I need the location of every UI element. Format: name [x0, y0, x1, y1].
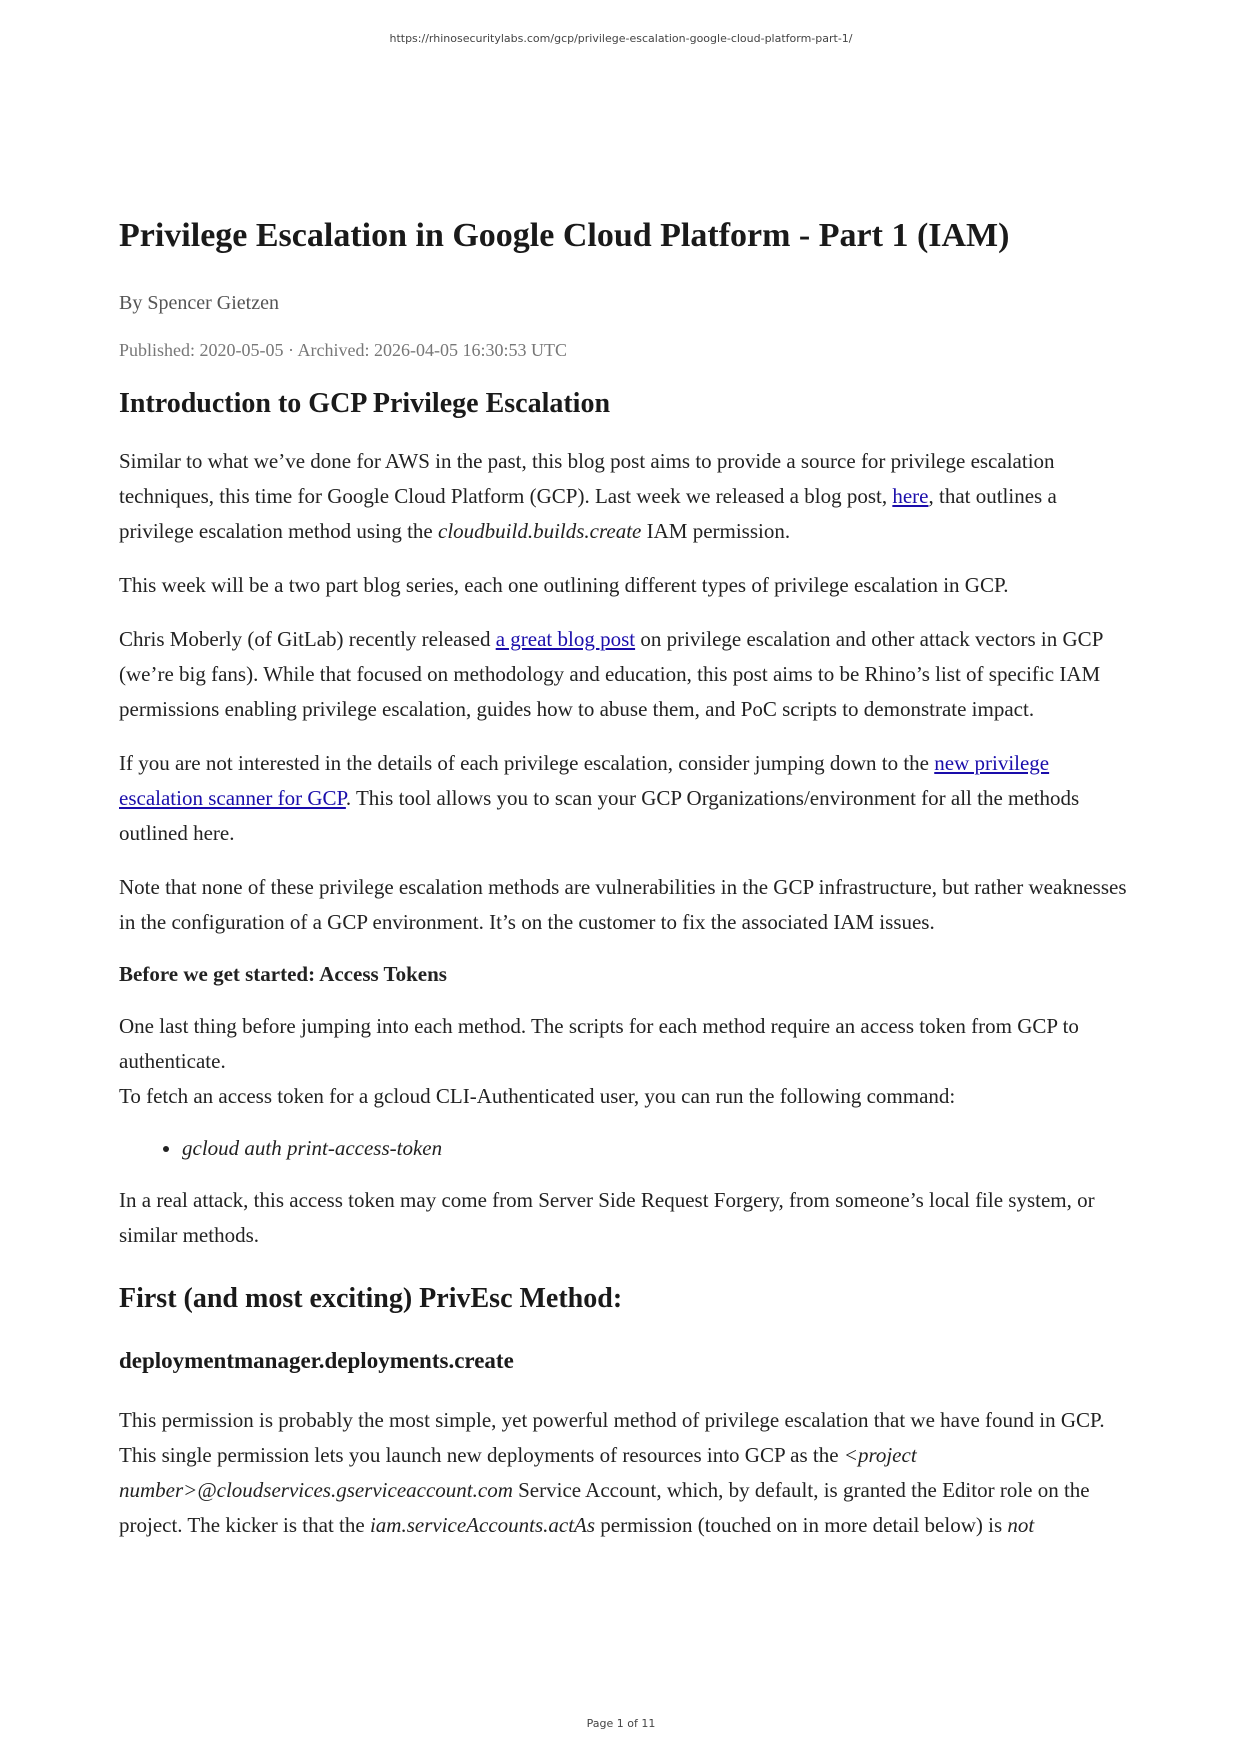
page-number: Page 1 of 11 — [586, 1717, 656, 1730]
paragraph-deployment: This permission is probably the most simple, yet powerful method of privilege escalation that we have found in GCP. This single permission lets you launch new deployments of resources into GCP as the <project number>@cloudservices.gserviceaccount.com Service Account, which, by default, is granted the Editor role on the project. The kicker is that the iam.serviceAccounts.actAs permission (touched on in more detail below) is not — [119, 1408, 1105, 1537]
article — [119, 212, 1129, 1543]
subheading-access-tokens: Before we get started: Access Tokens — [119, 962, 447, 986]
command-list — [119, 1132, 1129, 1164]
paragraph-note: Note that none of these privilege escalation methods are vulnerabilities in the GCP infrastructure, but rather weaknesses in the configuration of a GCP environment. It’s on the customer to fix the associated IAM issues. — [119, 875, 1127, 934]
source-url: https://rhinosecuritylabs.com/gcp/privilege-escalation-google-cloud-platform-part-1/ — [389, 32, 853, 45]
page-title: Privilege Escalation in Google Cloud Platform - Part 1 (IAM) — [119, 217, 1010, 254]
section-heading-intro: Introduction to GCP Privilege Escalation — [119, 388, 611, 419]
list-item: • gcloud auth print-access-token — [182, 1132, 1129, 1164]
publish-meta: Published: 2020-05-05 · Archived: 2026-04-05 16:30:53 UTC — [119, 340, 567, 360]
author-byline: By Spencer Gietzen — [119, 292, 279, 314]
paragraph-tokens-b: To fetch an access token for a gcloud CLI-Authenticated user, you can run the following command: — [119, 1084, 956, 1108]
method-permission-heading: deploymentmanager.deployments.create — [119, 1348, 514, 1373]
paragraph-intro: Similar to what we’ve done for AWS in the past, this blog post aims to provide a source for privilege escalation techniques, this time for Google Cloud Platform (GCP). Last week we released a blog post, here, that outlines a privilege escalation method using the cloudbuild.builds.create IAM permission. — [119, 449, 1057, 543]
paragraph-tokens-a: One last thing before jumping into each method. The scripts for each method require an access token from GCP to authenticate. — [119, 1014, 1079, 1073]
here-link[interactable]: here — [892, 484, 929, 508]
scanner-link[interactable]: new privilege escalation scanner for GCP — [119, 751, 1050, 810]
paragraph-scanner: If you are not interested in the details of each privilege escalation, consider jumping down to the new privilege escalation scanner for GCP. This tool allows you to scan your GCP Organizations/environment for all the methods outlined here. — [119, 751, 1080, 845]
paragraph-attack: In a real attack, this access token may come from Server Side Request Forgery, from someone’s local file system, or similar methods. — [119, 1188, 1095, 1247]
paragraph-series: This week will be a two part blog series, each one outlining different types of privilege escalation in GCP. — [119, 573, 1009, 597]
great-blog-post-link[interactable]: a great blog post — [495, 627, 636, 651]
paragraph-moberly: Chris Moberly (of GitLab) recently released a great blog post on privilege escalation and other attack vectors in GCP (we’re big fans). While that focused on methodology and education, this post aims to be Rhino’s list of specific IAM permissions enabling privilege escalation, guides how to abuse them, and PoC scripts to demonstrate impact. — [119, 627, 1103, 721]
section-heading-method: First (and most exciting) PrivEsc Method: — [119, 1283, 623, 1314]
